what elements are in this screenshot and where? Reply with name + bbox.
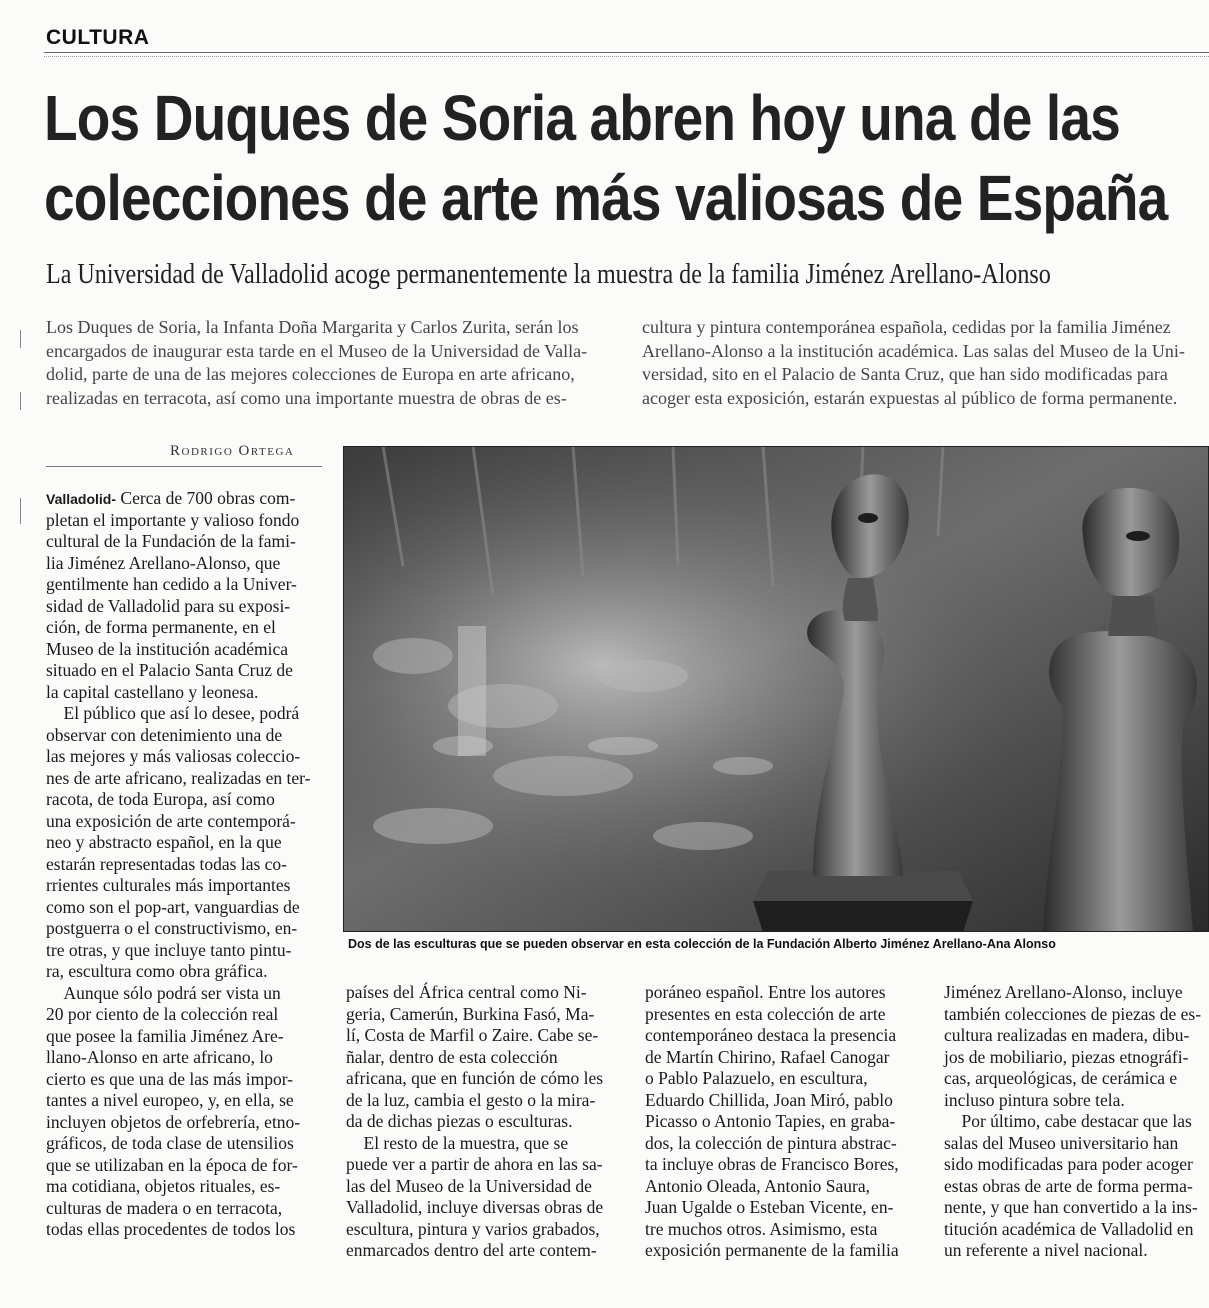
column-3-line: dos, la colección de pintura abstrac- — [645, 1132, 897, 1153]
column-1-line: tre otras, y que incluye tanto pintu- — [46, 939, 292, 960]
column-1-line: racota, de toda Europa, así como — [46, 789, 275, 809]
column-1-line: la capital castellano y leonesa. — [46, 681, 259, 702]
sculpture-photo — [343, 446, 1209, 932]
column-3-line: Juan Ugalde o Esteban Vicente, en- — [645, 1197, 894, 1217]
lede-left-line: Los Duques de Soria, la Infanta Doña Margarita y Carlos Zurita, serán los — [46, 317, 579, 337]
column-4-line: un referente a nivel nacional. — [944, 1240, 1148, 1260]
column-1-line: culturas de madera o en terracota, — [46, 1197, 283, 1218]
headline-line-1: Los Duques de Soria abren hoy una de las — [44, 82, 1120, 154]
column-1-line: Aunque sólo podrá ser vista un — [46, 982, 281, 1003]
column-3-line: poráneo español. Entre los autores — [645, 982, 886, 1002]
column-1-line: pletan el importante y valioso fondo — [46, 509, 300, 530]
column-4-line: Jiménez Arellano-Alonso, incluye — [944, 982, 1183, 1002]
column-1-line: ción, de forma permanente, en el — [46, 617, 276, 637]
column-1-text: Cerca de 700 obras com- — [116, 488, 296, 508]
column-3-line: Picasso o Antonio Tapies, en graba- — [645, 1111, 896, 1131]
article-column-4 — [944, 982, 1209, 1262]
column-3-line: presentes en esta colección de arte — [645, 1003, 886, 1024]
column-1-line: como son el pop-art, vanguardias de — [46, 896, 300, 917]
column-1-line: cultural de la Fundación de la fami- — [46, 531, 296, 551]
column-2-line: las del Museo de la Universidad de — [346, 1175, 592, 1196]
column-4-line: cultura realizadas en madera, dibu- — [944, 1025, 1190, 1045]
column-4-line: titución académica de Valladolid en — [944, 1218, 1194, 1239]
column-1-line: cierto es que una de las más impor- — [46, 1068, 293, 1089]
column-4-line: cas, arqueológicas, de cerámica e — [944, 1068, 1178, 1088]
column-1-line: nes de arte africano, realizadas en ter- — [46, 767, 311, 788]
column-3-line: Eduardo Chillida, Joan Miró, pablo — [645, 1089, 893, 1110]
column-1-line: que se utilizaban en la época de for- — [46, 1154, 298, 1175]
column-2-line: africana, que en función de cómo les — [346, 1068, 604, 1088]
dateline: Valladolid- — [46, 491, 117, 507]
lede-left-line: dolid, parte de una de las mejores colecciones de Europa en arte africano, — [46, 364, 575, 384]
column-1-line: ra, escultura como obra gráfica. — [46, 961, 268, 981]
column-2-line: lí, Costa de Marfil o Zaire. Cabe se- — [346, 1025, 599, 1045]
scan-mark — [20, 330, 21, 348]
sculpture-photo-graphic — [343, 446, 1209, 932]
article-column-2 — [346, 982, 626, 1262]
column-1-line: ma cotidiana, objetos rituales, es- — [46, 1176, 281, 1196]
column-3-line: Antonio Oleada, Antonio Saura, — [645, 1175, 871, 1196]
article-column-1 — [46, 488, 326, 1241]
column-1-line: incluyen objetos de orfebrería, etno- — [46, 1111, 301, 1132]
article-column-3 — [645, 982, 925, 1262]
column-2-line: de la luz, cambia el gesto o la mira- — [346, 1089, 596, 1110]
column-3-line: tre muchos otros. Asimismo, esta — [645, 1218, 878, 1239]
column-1-line: llano-Alonso en arte africano, lo — [46, 1047, 273, 1067]
headline — [44, 78, 1168, 238]
column-4-line: salas del Museo universitario han — [944, 1132, 1179, 1153]
column-2-line: geria, Camerún, Burkina Fasó, Ma- — [346, 1003, 595, 1024]
column-2-line: ñalar, dentro de esta colección — [346, 1046, 558, 1067]
column-1-line: 20 por ciento de la colección real — [46, 1004, 279, 1024]
byline: Rodrigo Ortega — [170, 443, 295, 459]
lede-right-line: versidad, sito en el Palacio de Santa Cruz, que han sido modificadas para — [642, 364, 1168, 384]
column-1-line: Museo de la institución académica — [46, 638, 289, 659]
lede-right-line: acoger esta exposición, estarán expuestas al público de forma permanente. — [642, 387, 1178, 408]
lede-right — [642, 316, 1185, 410]
lede-right-line: Arellano-Alonso a la institución académica. Las salas del Museo de la Uni- — [642, 340, 1185, 361]
column-1-line: observar con detenimiento una de — [46, 724, 283, 745]
section-rule-dotted — [44, 56, 1209, 57]
column-3-line: exposición permanente de la familia — [645, 1240, 899, 1260]
section-rule — [44, 52, 1209, 53]
column-4-line: jos de mobiliario, piezas etnográfi- — [944, 1046, 1189, 1067]
column-1-line: una exposición de arte contemporá- — [46, 810, 296, 831]
column-4-line: también colecciones de piezas de es- — [944, 1003, 1202, 1024]
column-4-line: incluso pintura sobre tela. — [944, 1089, 1125, 1110]
column-1-line: sidad de Valladolid para su exposi- — [46, 595, 291, 616]
lede-left-line: encargados de inaugurar esta tarde en el Museo de la Universidad de Valla- — [46, 340, 588, 361]
column-2-line: escultura, pintura y varios grabados, — [346, 1218, 600, 1239]
lede-left — [46, 316, 587, 410]
column-1-line: las mejores y más valiosas coleccio- — [46, 746, 301, 766]
section-label: CULTURA — [46, 26, 150, 49]
column-1-line: neo y abstracto español, en la que — [46, 832, 282, 852]
column-3-line: contemporáneo destaca la presencia — [645, 1025, 897, 1045]
column-2-line: enmarcados dentro del arte contem- — [346, 1240, 597, 1260]
column-1-line: postguerra o el constructivismo, en- — [46, 918, 298, 938]
column-4-line: Por último, cabe destacar que las — [944, 1111, 1192, 1131]
scan-mark — [20, 392, 21, 410]
column-1-line — [46, 488, 326, 510]
headline-line-2: colecciones de arte más valiosas de España — [44, 162, 1168, 234]
column-1-line: El público que así lo desee, podrá — [46, 703, 300, 723]
column-3-line: o Pablo Palazuelo, en escultura, — [645, 1068, 868, 1088]
column-1-line: gráficos, de toda clase de utensilios — [46, 1133, 294, 1153]
column-2-line: El resto de la muestra, que se — [346, 1132, 569, 1153]
column-4-line: estas obras de arte de forma perma- — [944, 1175, 1193, 1196]
column-1-line: todas ellas procedentes de todos los — [46, 1219, 296, 1239]
photo-caption: Dos de las esculturas que se pueden observar en esta colección de la Fundación Alberto Jiménez Arellano-Ana Alonso — [348, 937, 1056, 951]
column-2-line: da de dichas piezas o esculturas. — [346, 1111, 573, 1131]
column-2-line: países del África central como Ni- — [346, 982, 587, 1002]
column-3-line: ta incluye obras de Francisco Bores, — [645, 1154, 899, 1174]
column-1-line: que posee la familia Jiménez Are- — [46, 1025, 284, 1046]
column-4-line: nente, y que han convertido a la ins- — [944, 1197, 1198, 1217]
column-1-line: gentilmente han cedido a la Univer- — [46, 574, 297, 594]
column-1-line: tantes a nivel europeo, y, en ella, se — [46, 1090, 294, 1110]
column-1-line: estarán representadas todas las co- — [46, 853, 288, 874]
column-4-line: sido modificadas para poder acoger — [944, 1154, 1193, 1174]
subheadline: La Universidad de Valladolid acoge permanentemente la muestra de la familia Jiménez Arellano-Alonso — [46, 258, 1051, 290]
column-3-line: de Martín Chirino, Rafael Canogar — [645, 1046, 890, 1067]
column-1-line: situado en el Palacio Santa Cruz de — [46, 660, 293, 680]
column-1-line: rrientes culturales más importantes — [46, 875, 291, 895]
lede-right-line: cultura y pintura contemporánea española, cedidas por la familia Jiménez — [642, 317, 1171, 337]
scan-mark — [20, 498, 21, 524]
byline-rule — [46, 466, 322, 467]
column-2-line: Valladolid, incluye diversas obras de — [346, 1197, 604, 1217]
column-1-line: lia Jiménez Arellano-Alonso, que — [46, 552, 281, 573]
lede-left-line: realizadas en terracota, así como una importante muestra de obras de es- — [46, 387, 567, 408]
column-2-line: puede ver a partir de ahora en las sa- — [346, 1154, 603, 1174]
